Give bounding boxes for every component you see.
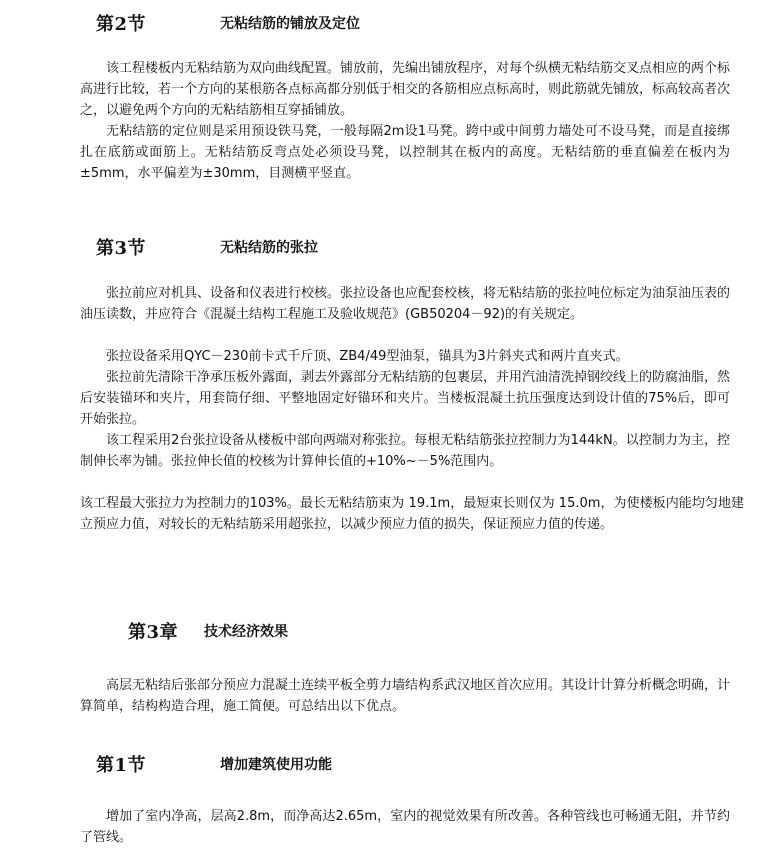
section-title: 增加建筑使用功能: [220, 757, 332, 773]
paragraph-preparation: 张拉前先清除干净承压板外露面，剥去外露部分无粘结筋的包裹层，并用汽油清洗掉钢绞线上的防腐油脂，然后安装锚环和夹片，用套筒仔细、平整地固定好锚环和夹片。当楼板混凝土抗压强度达到设计值的75%后，即可开始张拉。: [80, 370, 731, 427]
paragraph-positioning: 无粘结筋的定位则是采用预设铁马凳，一般每隔2m设1马凳。跨中或中间剪力墙处可不设马凳，而是直接绑扎在底筋或面筋上。无粘结筋反弯点处必须设马凳，以控制其在板内的高度。无粘结筋的垂直偏差在板内为±5mm，水平偏差为±30mm，目测横平竖直。: [80, 124, 730, 181]
section-number: 第2节: [96, 14, 147, 35]
paragraph-tension-control: 该工程采用2台张拉设备从楼板中部向两端对称张拉。每根无粘结筋张拉控制力为144kN。以控制力为主，控制伸长率为铺。张拉伸长值的校核为计算伸长值的+10%~－5%范围内。: [80, 433, 730, 469]
paragraph-headroom: 增加了室内净高，层高2.8m，而净高达2.65m，室内的视觉效果有所改善。各种管线也可畅通无阻，并节约了管线。: [80, 809, 730, 845]
paragraph-overtension: 该工程最大张拉力为控制力的103%。最长无粘结筋束为 19.1m，最短束长则仅为 15.0m，为使楼板内能均匀地建立预应力值，对较长的无粘结筋采用超张拉，以减少预应力值的损失，保证预应力值的传递。: [80, 496, 744, 532]
section-number: 第3节: [96, 238, 147, 259]
section-title: 无粘结筋的张拉: [220, 240, 318, 256]
paragraph-summary: 高层无粘结后张部分预应力混凝土连续平板全剪力墙结构系武汉地区首次应用。其设计计算分析概念明确，计算简单，结构构造合理，施工简便。可总结出以下优点。: [80, 678, 731, 714]
section-number: 第1节: [96, 755, 147, 776]
paragraph-calibration: 张拉前应对机具、设备和仪表进行校核。张拉设备也应配套校核，将无粘结筋的张拉吨位标定为油泵油压表的油压读数，并应符合《混凝土结构工程施工及验收规范》(GB50204－92)的有关规定。: [80, 286, 731, 322]
paragraph-equipment: 张拉设备采用QYC－230前卡式千斤顶、ZB4/49型油泵，锚具为3片斜夹式和两片直夹式。: [106, 349, 629, 364]
chapter-number: 第3章: [128, 622, 179, 643]
section-title: 无粘结筋的铺放及定位: [220, 16, 360, 32]
paragraph-laying-order: 该工程楼板内无粘结筋为双向曲线配置。铺放前，先编出铺放程序，对每个纵横无粘结筋交叉点相应的两个标高进行比较，若一个方向的某根筋各点标高都分别低于相交的各筋相应点标高时，则此筋就先铺放，标高较高者次之，以避免两个方向的无粘结筋相互穿插铺放。: [80, 61, 731, 118]
chapter-title: 技术经济效果: [204, 624, 288, 640]
